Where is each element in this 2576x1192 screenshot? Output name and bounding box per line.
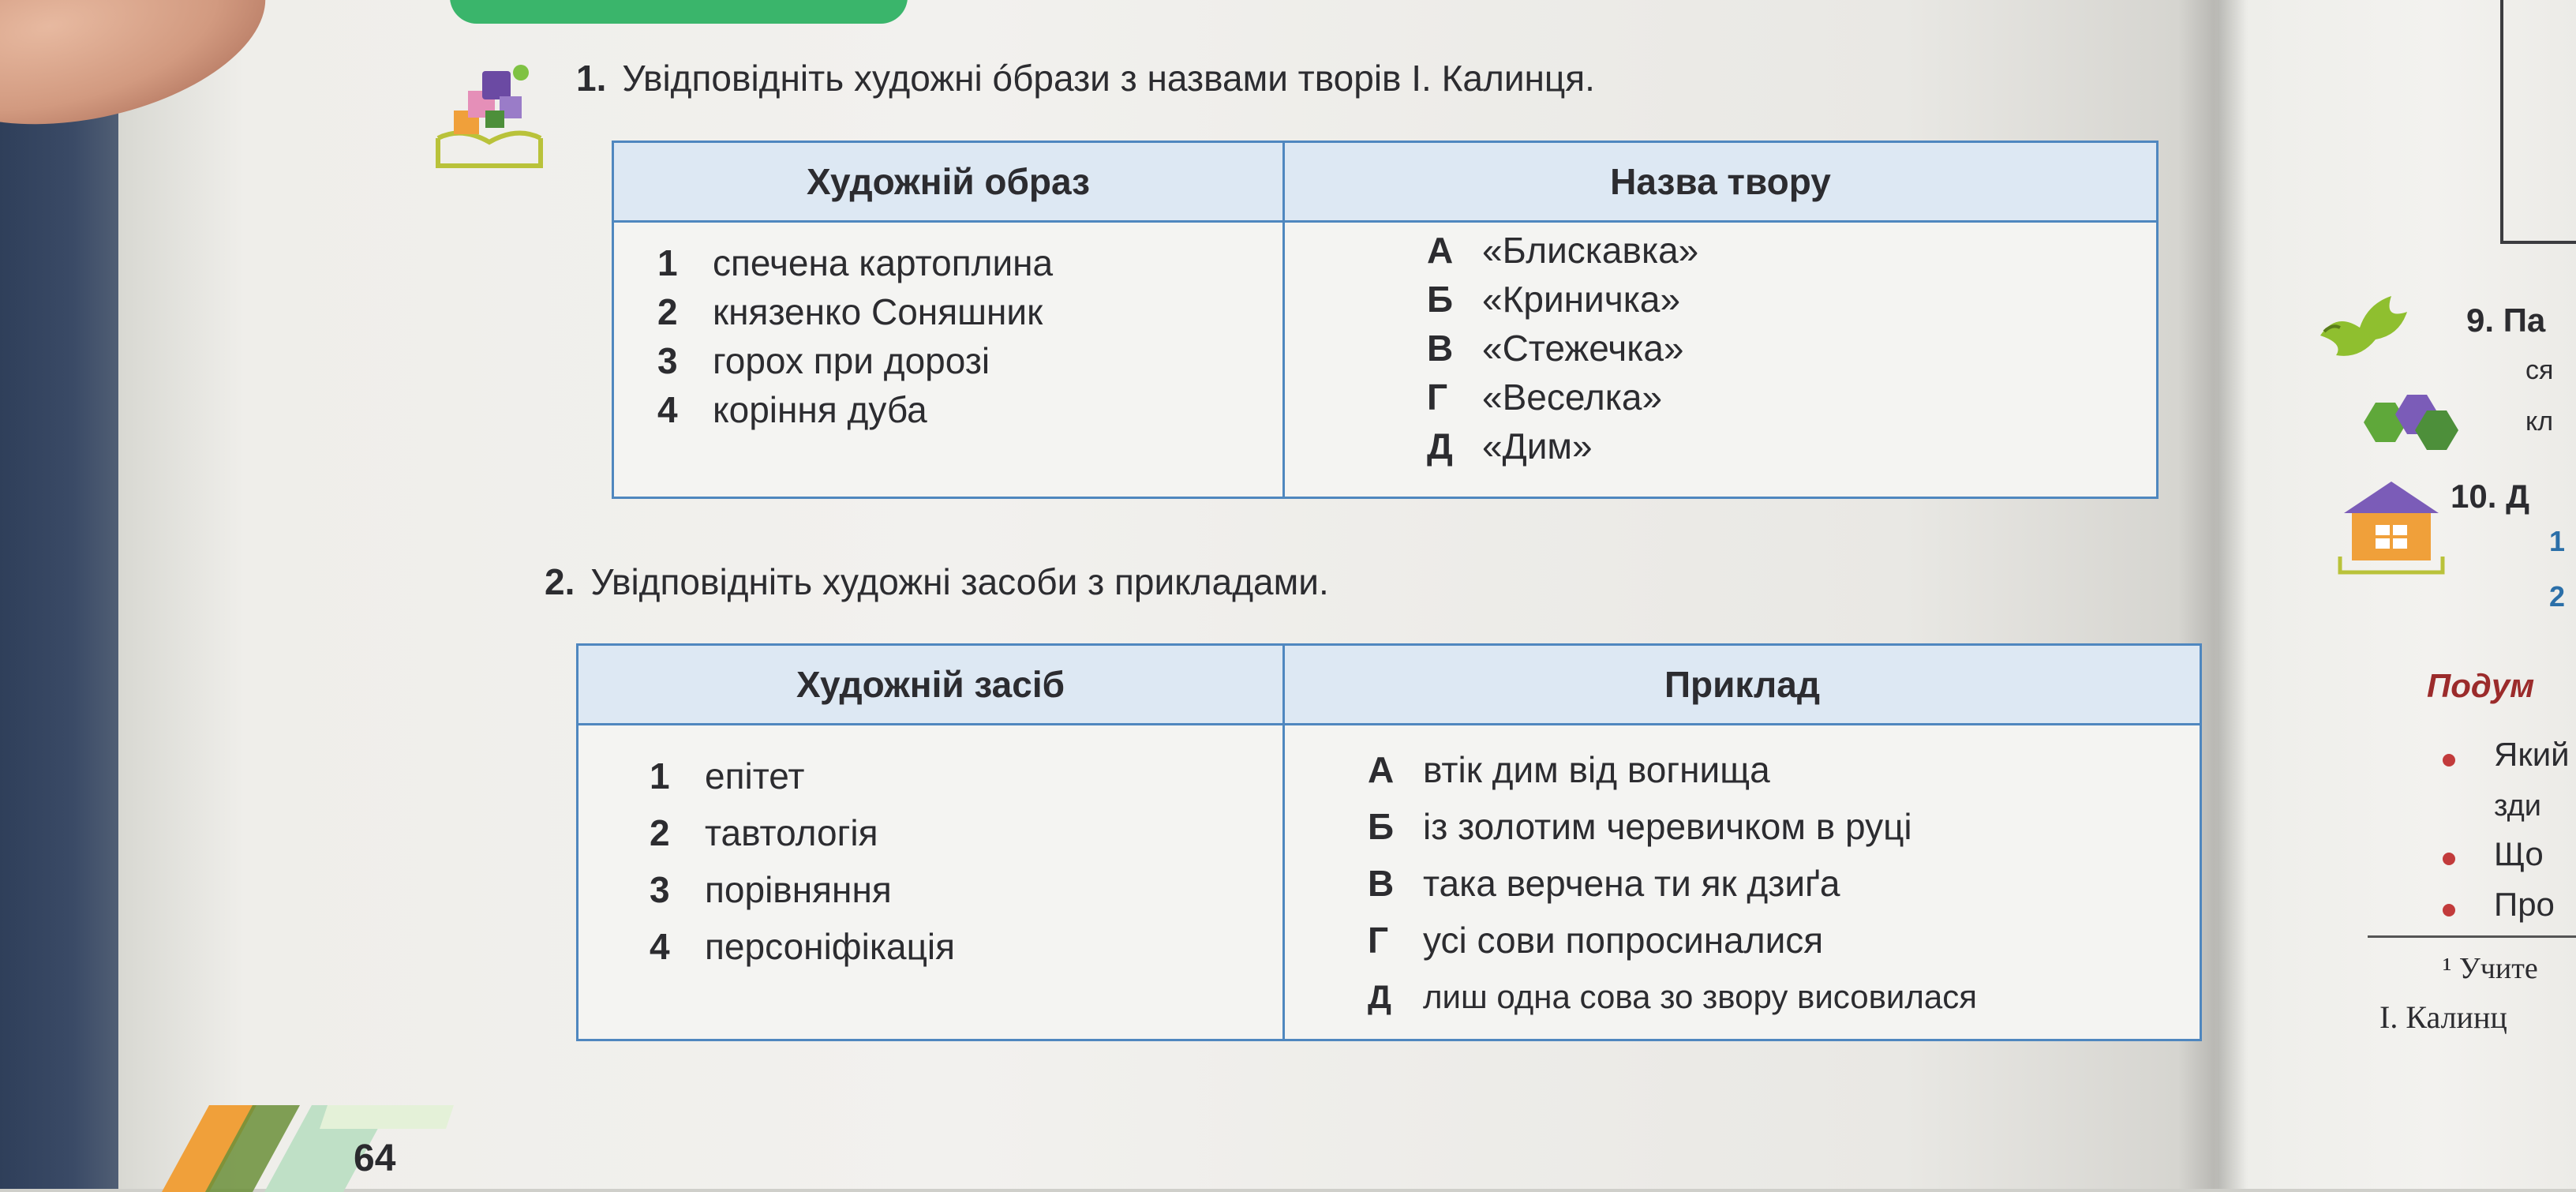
list-item: Д лиш одна сова зо звору висовилася — [1368, 978, 1978, 1015]
list-item: 4 коріння дуба — [657, 389, 927, 430]
right-page-frame — [2500, 0, 2576, 244]
task2-title — [545, 560, 1329, 603]
bullet-2: Що — [2494, 835, 2544, 872]
bullet-dot — [2443, 904, 2455, 916]
task1-header-left: Художній образ — [613, 142, 1284, 222]
task1-text: Увідповідніть художні óбрази з назвами творів І. Калинця. — [622, 58, 1595, 99]
bullet-1-cont: зди — [2494, 789, 2541, 823]
task2-left-cell — [578, 725, 1284, 1040]
task1-number: 1. — [576, 58, 607, 99]
page-number: 64 — [354, 1138, 396, 1179]
task10-item-2: 2 — [2549, 580, 2566, 613]
task2-header-left: Художній засіб — [578, 645, 1284, 725]
task2-header-right: Приклад — [1284, 645, 2201, 725]
book-blocks-icon — [430, 63, 549, 174]
think-heading: Подум — [2427, 667, 2535, 704]
task2-right-cell — [1284, 725, 2201, 1040]
task2-number: 2. — [545, 561, 575, 602]
bullet-1: Який — [2494, 736, 2570, 773]
task9-header: 9. Па — [2466, 302, 2546, 339]
list-item: В така верчена ти як дзиґа — [1368, 863, 1840, 904]
list-item: Б із золотим черевичком в руці — [1368, 806, 1912, 847]
list-item: 4 персоніфікація — [650, 926, 956, 967]
bullet-dot — [2443, 853, 2455, 865]
list-item: Г усі сови попросиналися — [1368, 920, 1824, 961]
task9-line-b: кл — [2525, 407, 2554, 437]
list-item: Д «Дим» — [1427, 425, 1593, 467]
task1-table — [612, 141, 2159, 499]
list-item: 1 спечена картоплина — [657, 242, 1054, 283]
bullet-3: Про — [2494, 886, 2555, 923]
task1-right-cell — [1284, 222, 2158, 498]
task1-header-right: Назва твору — [1284, 142, 2158, 222]
task10-header: 10. Д — [2451, 478, 2529, 515]
pegasus-icon — [2312, 288, 2423, 367]
task2-table — [576, 643, 2202, 1041]
list-item: А «Блискавка» — [1427, 230, 1699, 271]
task1-title — [576, 57, 1595, 99]
list-item: 2 князенко Соняшник — [657, 291, 1043, 332]
green-header-bar — [450, 0, 908, 24]
footnote: ¹ Учите — [2443, 952, 2538, 985]
list-item: 1 епітет — [650, 755, 805, 797]
list-item: А втік дим від вогнища — [1368, 749, 1770, 790]
footnote-cont: І. Калинц — [2379, 999, 2507, 1035]
list-item: В «Стежечка» — [1427, 328, 1684, 369]
house-icon — [2336, 474, 2447, 576]
hexagons-icon — [2348, 379, 2458, 458]
list-item: Г «Веселка» — [1427, 377, 1663, 418]
list-item: Б «Криничка» — [1427, 279, 1681, 320]
list-item: 3 горох при дорозі — [657, 340, 990, 381]
list-item: 3 порівняння — [650, 869, 892, 910]
task2-text: Увідповідніть художні засоби з прикладами. — [590, 561, 1329, 602]
bullet-dot — [2443, 754, 2455, 767]
footnote-rule — [2368, 935, 2576, 938]
list-item: 2 тавтологія — [650, 812, 878, 853]
task1-left-cell — [613, 222, 1284, 498]
task9-line-a: ся — [2525, 355, 2554, 385]
corner-stripes-decoration — [162, 1097, 462, 1192]
task10-item-1: 1 — [2549, 525, 2566, 557]
